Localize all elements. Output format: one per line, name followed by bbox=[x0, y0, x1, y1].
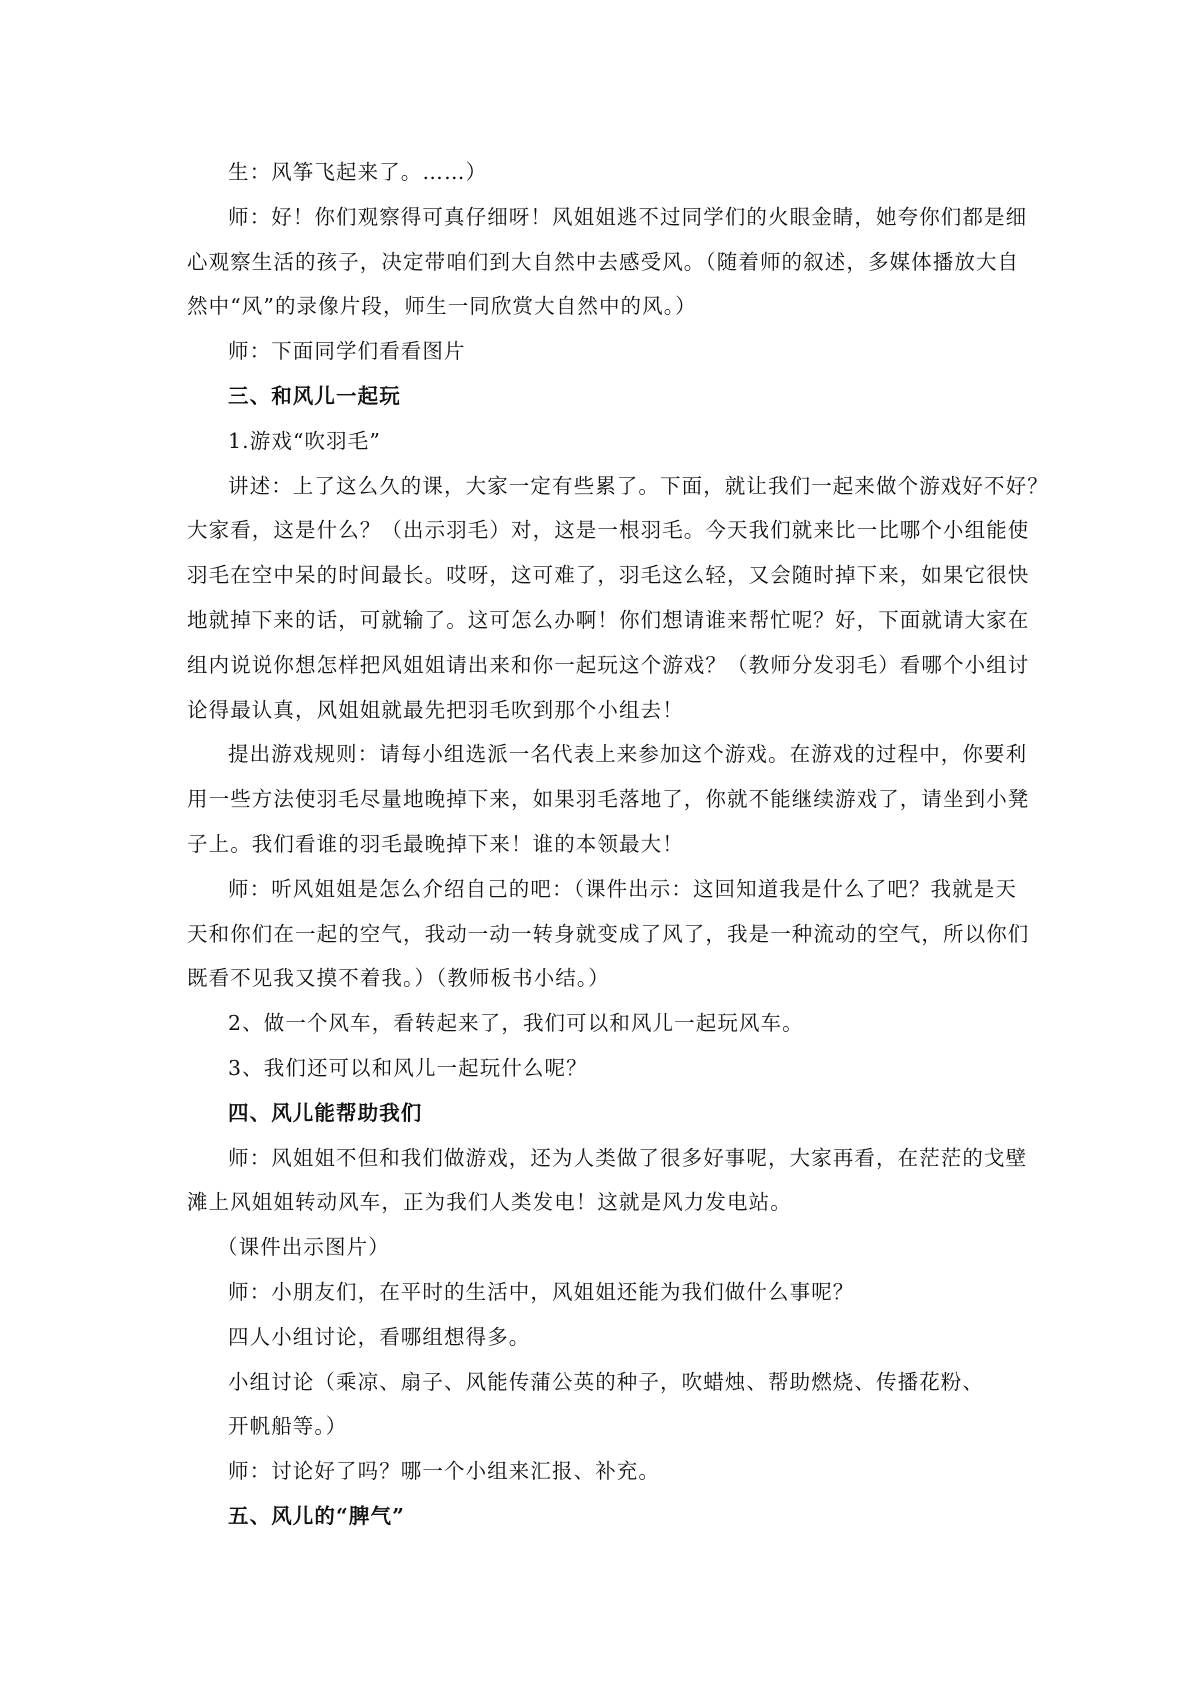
text-line: 师：小朋友们，在平时的生活中，风姐姐还能为我们做什么事呢？ bbox=[228, 1279, 855, 1304]
section-heading: 三、和风儿一起玩 bbox=[228, 383, 401, 408]
text-line: 小组讨论（乘凉、扇子、风能传蒲公英的种子，吹蜡烛、帮助燃烧、传播花粉、 bbox=[228, 1369, 984, 1394]
section-heading: 四、风儿能帮助我们 bbox=[228, 1100, 423, 1125]
section-heading: 五、风儿的“脾气” bbox=[228, 1503, 405, 1528]
text-line: 论得最认真，风姐姐就最先把羽毛吹到那个小组去！ bbox=[187, 697, 684, 722]
text-line: 讲述：上了这么久的课，大家一定有些累了。下面，就让我们一起来做个游戏好不好？ bbox=[228, 473, 1049, 498]
text-line: 滩上风姐姐转动风车，正为我们人类发电！这就是风力发电站。 bbox=[187, 1190, 792, 1215]
text-line: 师：讨论好了吗？哪一个小组来汇报、补充。 bbox=[228, 1459, 660, 1484]
text-line: 组内说说你想怎样把风姐姐请出来和你一起玩这个游戏？（教师分发羽毛）看哪个小组讨 bbox=[187, 652, 1030, 677]
text-line: 用一些方法使羽毛尽量地晚掉下来，如果羽毛落地了，你就不能继续游戏了，请坐到小凳 bbox=[187, 787, 1030, 812]
text-line: （课件出示图片） bbox=[217, 1235, 390, 1260]
text-line: 四人小组讨论，看哪组想得多。 bbox=[228, 1324, 531, 1349]
text-line: 天和你们在一起的空气，我动一动一转身就变成了风了，我是一种流动的空气，所以你们 bbox=[187, 921, 1030, 946]
text-line: 地就掉下来的话，可就输了。这可怎么办啊！你们想请谁来帮忙呢？好，下面就请大家在 bbox=[187, 607, 1030, 632]
text-line: 既看不见我又摸不着我。）（教师板书小结。） bbox=[187, 966, 610, 991]
text-line: 2、做一个风车，看转起来了，我们可以和风儿一起玩风车。 bbox=[228, 1011, 804, 1036]
text-line: 开帆船等。） bbox=[228, 1414, 348, 1439]
text-line: 生：风筝飞起来了。……） bbox=[228, 160, 488, 184]
text-line: 大家看，这是什么？（出示羽毛）对，这是一根羽毛。今天我们就来比一比哪个小组能使 bbox=[187, 518, 1030, 543]
text-line: 师：好！你们观察得可真仔细呀！风姐姐逃不过同学们的火眼金睛，她夸你们都是细 bbox=[228, 204, 1028, 229]
text-line: 提出游戏规则：请每小组选派一名代表上来参加这个游戏。在游戏的过程中，你要利 bbox=[228, 742, 1028, 767]
text-line: 师：听风姐姐是怎么介绍自己的吧：（课件出示：这回知道我是什么了吧？我就是天 bbox=[228, 876, 1017, 901]
text-line: 3、我们还可以和风儿一起玩什么呢？ bbox=[228, 1055, 588, 1080]
text-line: 师：风姐姐不但和我们做游戏，还为人类做了很多好事呢，大家再看，在茫茫的戈壁 bbox=[228, 1145, 1028, 1170]
text-line: 然中“风”的录像片段，师生一同欣赏大自然中的风。） bbox=[187, 294, 697, 319]
text-line: 1.游戏“吹羽毛” bbox=[228, 428, 381, 453]
text-line: 师：下面同学们看看图片 bbox=[228, 339, 466, 364]
text-line: 子上。我们看谁的羽毛最晚掉下来！谁的本领最大！ bbox=[187, 831, 684, 856]
text-line: 羽毛在空中呆的时间最长。哎呀，这可难了，羽毛这么轻，又会随时掉下来，如果它很快 bbox=[187, 563, 1030, 588]
document-body bbox=[187, 150, 1049, 1539]
text-line: 心观察生活的孩子，决定带咱们到大自然中去感受风。（随着师的叙述，多媒体播放大自 bbox=[187, 249, 1020, 274]
